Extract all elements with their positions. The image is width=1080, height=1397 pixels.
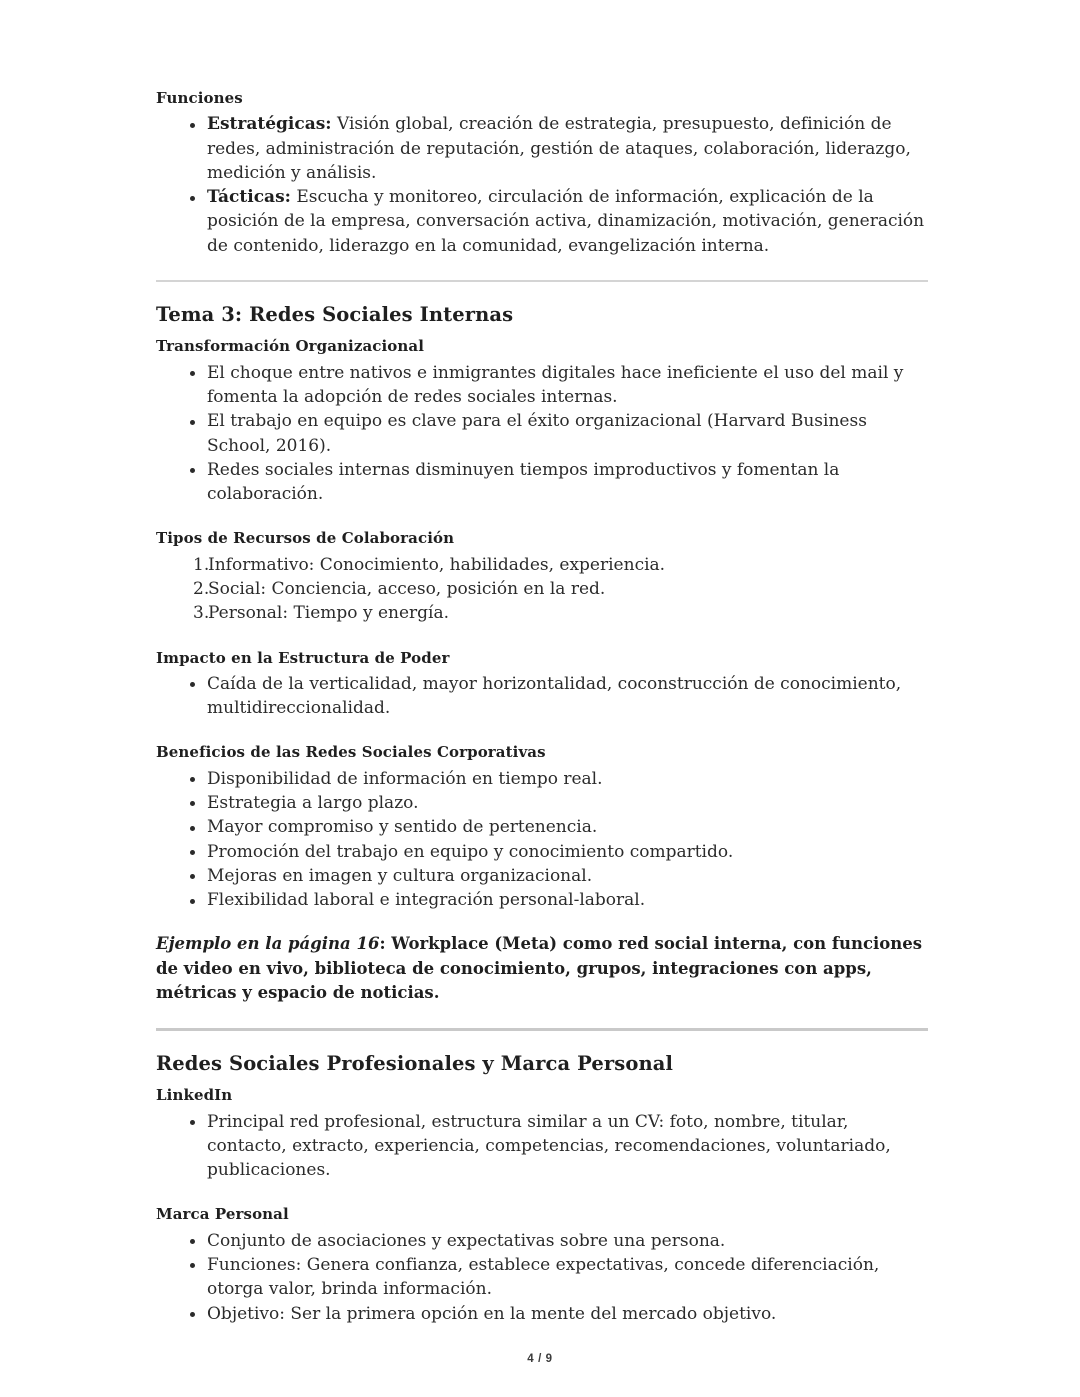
list-linkedin	[156, 1110, 928, 1183]
heading-funciones: Funciones	[156, 89, 243, 107]
document-content	[156, 88, 928, 1326]
spacer	[156, 912, 928, 932]
section-title-tema-3: Tema 3: Redes Sociales Internas	[156, 303, 514, 327]
list-item: Estrategia a largo plazo.	[156, 791, 928, 815]
list-item: Caída de la verticalidad, mayor horizontalidad, coconstrucción de conocimiento, multidireccionalidad.	[156, 672, 928, 721]
heading-linkedin: LinkedIn	[156, 1086, 233, 1105]
list-item: Funciones: Genera confianza, establece expectativas, concede diferenciación, otorga valor, brinda información.	[156, 1253, 928, 1302]
list-item-lead: Estratégicas:	[207, 114, 332, 135]
list-funciones	[156, 112, 928, 258]
callout-ejemplo	[156, 932, 928, 1006]
list-item: Principal red profesional, estructura similar a un CV: foto, nombre, titular, contacto, extracto, experiencia, competencias, recomendaciones, voluntariado, publicaciones.	[156, 1110, 928, 1183]
list-item: El trabajo en equipo es clave para el éxito organizacional (Harvard Business School, 2016).	[156, 409, 928, 458]
heading-beneficios-redes-corporativas: Beneficios de las Redes Sociales Corporativas	[156, 743, 546, 762]
list-item-text: Visión global, creación de estrategia, presupuesto, definición de redes, administración de reputación, gestión de ataques, colaboración, liderazgo, medición y análisis.	[207, 114, 911, 183]
list-transformacion-organizacional	[156, 361, 928, 507]
list-impacto-estructura-poder	[156, 672, 928, 721]
list-item	[156, 112, 928, 185]
list-item: Mayor compromiso y sentido de pertenencia.	[156, 815, 928, 839]
page-footer	[0, 1353, 1080, 1365]
section-divider	[156, 1028, 928, 1031]
heading-transformacion-organizacional: Transformación Organizacional	[156, 337, 425, 356]
list-item: Social: Conciencia, acceso, posición en la red.	[208, 578, 606, 599]
list-item: Conjunto de asociaciones y expectativas sobre una persona.	[156, 1229, 928, 1253]
list-item: Redes sociales internas disminuyen tiempos improductivos y fomentan la colaboración.	[156, 458, 928, 507]
list-tipos-de-recursos	[156, 553, 928, 626]
list-item: Objetivo: Ser la primera opción en la mente del mercado objetivo.	[156, 1302, 928, 1326]
heading-tipos-de-recursos: Tipos de Recursos de Colaboración	[156, 529, 455, 548]
page-number: 4 / 9	[527, 1353, 553, 1365]
section-title-redes-profesionales: Redes Sociales Profesionales y Marca Personal	[156, 1051, 673, 1075]
callout-emphasis: Ejemplo en la página 16	[156, 934, 380, 954]
list-item: Informativo: Conocimiento, habilidades, experiencia.	[208, 554, 666, 575]
list-item: Personal: Tiempo y energía.	[208, 603, 450, 624]
section-divider	[156, 280, 928, 282]
callout-text: : Workplace (Meta) como red social interna, con funciones de video en vivo, biblioteca de conocimiento, grupos, integraciones con apps, métricas y espacio de noticias.	[156, 934, 923, 1003]
list-item: Promoción del trabajo en equipo y conocimiento compartido.	[156, 840, 928, 864]
list-item: El choque entre nativos e inmigrantes digitales hace ineficiente el uso del mail y fomenta la adopción de redes sociales internas.	[156, 361, 928, 410]
list-item	[156, 185, 928, 258]
list-item: Flexibilidad laboral e integración personal-laboral.	[156, 888, 928, 912]
heading-marca-personal: Marca Personal	[156, 1205, 289, 1224]
list-beneficios-redes-corporativas	[156, 767, 928, 913]
list-item-text: Escucha y monitoreo, circulación de información, explicación de la posición de la empresa, conversación activa, dinamización, motivación, generación de contenido, liderazgo en la comunidad, evangelización interna.	[207, 187, 925, 256]
list-item: Disponibilidad de información en tiempo real.	[156, 767, 928, 791]
heading-impacto-estructura-poder: Impacto en la Estructura de Poder	[156, 648, 450, 667]
list-item-lead: Tácticas:	[207, 187, 291, 208]
list-marca-personal	[156, 1229, 928, 1326]
list-item: Mejoras en imagen y cultura organizacional.	[156, 864, 928, 888]
